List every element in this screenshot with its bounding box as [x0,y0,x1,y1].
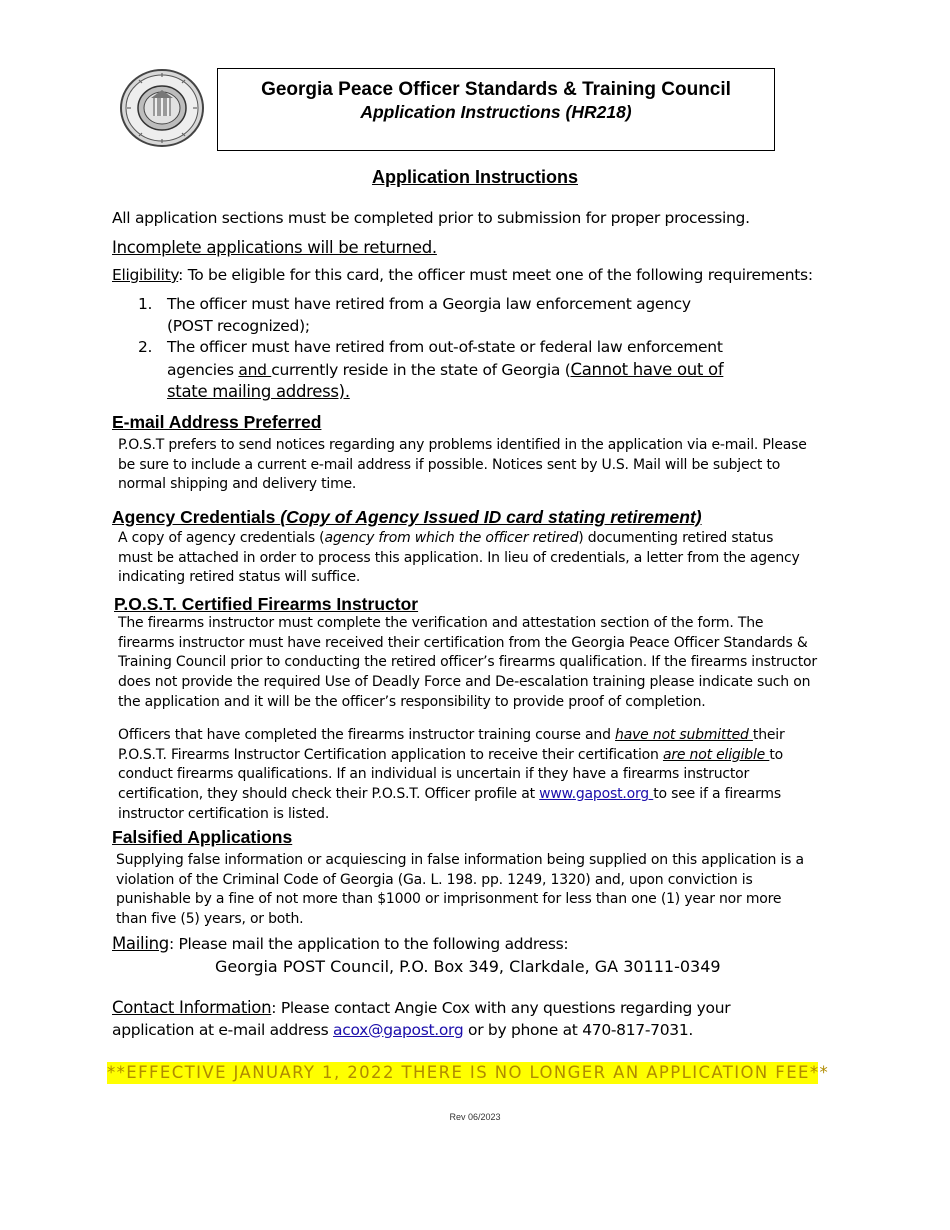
contact-label: Contact Information [112,998,272,1017]
email-body: P.O.S.T prefers to send notices regarding any problems identified in the application via e-mail. Please be sure to include a current e-mail address if possible. Notices sent by U.S. Mail will be subject to normal shipping and delivery time. [118,437,807,493]
contact-paragraph [112,997,772,1041]
credentials-heading-title: Agency Credentials [112,507,281,527]
page-title: Application Instructions [371,167,578,187]
contact-text-b: or by phone at 470-817-7031. [463,1020,694,1039]
credentials-heading [112,507,702,527]
instructor-text-d: to see if a firearms instructor certification is listed. [118,786,781,822]
instructor-text-c: to conduct firearms qualifications. If an individual is uncertain if they have a firearms instructor certification, they should check their P.O.S.T. Officer profile at [118,746,783,803]
list-number: 2. [138,338,153,356]
georgia-post-seal-logo [119,68,205,148]
eligibility-paragraph [112,265,813,287]
eligibility-text: : To be eligible for this card, the officer must meet one of the following requirements: [178,266,813,284]
gapost-website-link[interactable]: www.gapost.org [539,786,654,803]
email-heading: E-mail Address Preferred [112,412,322,432]
intro-line: All application sections must be completed prior to submission for proper processing. [112,209,750,227]
instructor-body-2 [118,726,808,825]
falsified-body: Supplying false information or acquiescing in false information being supplied on this application is a violation of the Criminal Code of Georgia (Ga. L. 198. pp. 1249, 1320) and, upon conviction is punishable by a fine of not more than $1000 or imprisonment for less than one (1) year nor more than five (5) years, or both. [116,852,804,928]
credentials-body-italic: agency from which the officer retired [324,530,579,546]
instructor-text-b: their P.O.S.T. Firearms Instructor Certification application to receive their certification [118,727,785,763]
credentials-body [118,529,808,588]
credentials-body-b: ) documenting retired status must be attached in order to process this application. In lieu of credentials, a letter from the agency indicating retired status will suffice. [118,530,800,586]
list-item-text: The officer must have retired from a Georgia law enforcement agency (POST recognized); [167,295,691,335]
list-item-text: The officer must have retired from out-of-state or federal law enforcement agencies [167,338,723,379]
header-subtitle: Application Instructions (HR218) [360,102,632,122]
contact-text-a: : Please contact Angie Cox with any questions regarding your application at e-mail address [112,999,731,1039]
eligibility-list [112,294,732,404]
no-fee-notice: **EFFECTIVE JANUARY 1, 2022 THERE IS NO LONGER AN APPLICATION FEE** [107,1063,830,1082]
list-item [112,294,732,337]
instructor-text-a: Officers that have completed the firearms instructor training course and [118,727,616,743]
mailing-address: Georgia POST Council, P.O. Box 349, Clarkdale, GA 30111-0349 [215,957,721,976]
instructor-body: The firearms instructor must complete the verification and attestation section of the form. The firearms instructor must have received their certification from the Georgia Peace Officer Standards & Training Council prior to conducting the retired officer’s firearms qualification. If the firearms instructor does not provide the required Use of Deadly Force and De-escalation training please indicate such on the application and it will be the officer’s responsibility to provide proof of completion. [118,615,817,710]
revision-label: Rev 06/2023 [449,1112,501,1122]
instructor-heading: P.O.S.T. Certified Firearms Instructor [114,594,419,614]
list-item [112,337,732,404]
mailing-text: : Please mail the application to the following address: [168,935,569,953]
mailing-paragraph [112,933,568,956]
not-eligible-emphasis: are not eligible [662,746,770,763]
credentials-body-a: A copy of agency credentials ( [118,530,325,546]
list-item-and: and [238,360,272,379]
not-submitted-emphasis: have not submitted [615,727,753,743]
mailing-label: Mailing [112,934,169,953]
eligibility-label: Eligibility [112,266,179,284]
list-number: 1. [138,295,153,313]
list-item-text-b: currently reside in the state of Georgia ( [271,360,571,379]
header-box [217,68,775,151]
header-title: Georgia Peace Officer Standards & Training Council [261,79,731,100]
incomplete-notice: Incomplete applications will be returned. [112,238,437,257]
contact-email-link[interactable]: acox@gapost.org [333,1020,464,1039]
falsified-heading: Falsified Applications [112,827,293,847]
list-item-note: Cannot have out of state mailing address). [167,359,724,401]
credentials-heading-sub: (Copy of Agency Issued ID card stating retirement) [280,507,702,527]
